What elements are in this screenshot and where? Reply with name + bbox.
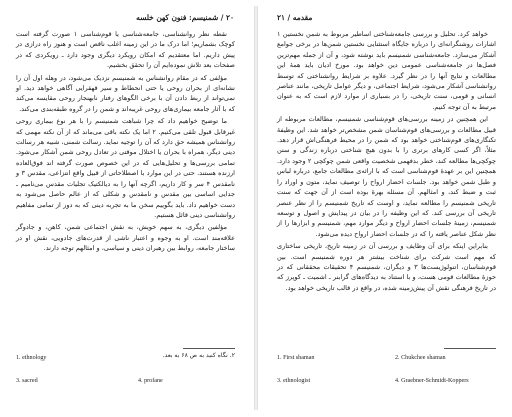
right-paragraph: خواهد کرد. تحلیل و بررسی جامعه‌شناختی اساطیر مربوط به شمن نخستین ۱ اشارات روشنگرانه‌ای را درباره جایگاه استثنایی نخستین شمن‌ها در برخی جوامع آشکار می‌سازد. جامعه‌شناسی شمنیسم باید نوشته شود، و آن از جمله مهم‌ترین فصل‌ها در جامعه‌شناسی عمومی دین خواهد بود. مورخ ادیان باید همهٔ این مطالعات و نتایج آنها را در نظر گیرد. علاوه بر شرایط روانشناختی که توسط روانشناسی آشکار می‌شود، شرایط اجتماعی، و دیگر عوامل تاریخی، مانند عناصر انسانی و قومی، سنت تاریخی، را در بسیاری از موارد لازم است که به عنوان مرتبط به آن توجه کنیم. bbox=[277, 30, 496, 111]
footnote: 1. First shaman bbox=[277, 355, 315, 361]
right-paragraph: بنابراین اینکه برای آن وظایف و بررسی آن در زمینه تاریخ، تاریخی ساختاری که مهم است شرکت برای شناخت بیشتر هر دوره شمنیسم است. بین قوم‌شناسان، اتنولوژیست‌ها ۳ و دیگران، شمنیسم ۴ تحقیقات محققانی که در حوزهٔ مطالعات قومی هست، و با استناد به دیدگاه‌های گرابنر ـ اشمیت ـ کوپرز که در تاریخ فرهنگی نقش آن پیش‌زمینه شده، در واقع در قالب تاریخی خواهد بود. bbox=[277, 242, 496, 292]
left-page bbox=[0, 0, 251, 417]
book-gutter bbox=[254, 6, 258, 410]
right-page bbox=[261, 0, 512, 417]
left-page-header: ۲۰ / شمنیسم: فنون کهن خلسه bbox=[136, 13, 234, 22]
left-page-body bbox=[16, 29, 235, 256]
footnote: 4. profane bbox=[138, 378, 163, 384]
left-paragraph: نقطه نظر روانشناسی، جامعه‌شناسی یا قوم‌شناسی ۱ صورت گرفته است کوچک بشماریم؛ اما درک ما در این زمینه اغلب ناقص است و هنوز راه درازی در پیش داریم. اما معتقدیم که امکان رویکرد دیگری وجود دارد ـ رویکردی که در صفحات بعد تلاش نموده‌ایم آن را تحقق بخشیم. bbox=[16, 30, 235, 70]
footnote: 1. ethnology bbox=[16, 355, 47, 361]
footnote: 4. Graebner-Schmidt-Koppers bbox=[395, 378, 469, 384]
footnote: 3. ethnologist bbox=[277, 378, 311, 384]
footnote-persian: ۲. نگاه کنید به ص ۶۸ به بعد. bbox=[162, 352, 235, 359]
left-paragraph: ما توضیح خواهیم داد که چرا شباهت شمنیسم را با هر نوع بیماری روحی غیرقابل قبول تلقی می‌کنیم. ۲ اما یک نکته باقی می‌ماند که از آن نکته مهمی که روانشناس همیشه حق دارد که آن را توجیه نماید. رسالت شمنی، شبیه هر رسالت دینی دیگر، همراه با بحران یا اختلال موقتی در تعادل روحی شمن آشکار می‌شود. تمامی بررسی‌ها و تحلیل‌هایی که در این خصوص صورت گرفته اند فوق‌العاده ارزنده هستند. حتی در این موارد با اصطلاحاتی از قبیل واقع انتزاعی، مقدس ۳ و نامقدس ۴ سر و کار داریم، اگرچه آنها را به دیالکتیک تجلیات مقدس می‌نامیم ـ جدایی اساسی بین مقدس و نامقدس و شکلی که از عالم حاصل می‌شود به دست خواهیم داد. باید بگوییم سخن ما به تجربه دینی که به دور از تمامی مفاهیم روانشناسی دینی قائل هستیم. bbox=[16, 117, 236, 219]
footnote-divider bbox=[444, 348, 496, 349]
right-footnotes bbox=[277, 352, 499, 392]
right-page-body bbox=[277, 29, 496, 295]
footnote-divider bbox=[183, 348, 235, 349]
right-paragraph: این همچنین در زمینه بررسی‌های قوم‌شناسی شمنیسم، مطالعات مربوطه از قبیل مطالعات و بررسی‌های قوم‌شناسان شمن مشخص‌تر خواهد شد. این وظیفهٔ تکنگاری‌های قوم‌شناختی خواهد بود که شمن را در محیط فرهنگی‌اش قرار دهد. مثلاً، اگر کسی کارهای برتری را با بدون هیچ شناختی درباره زندگی و سنن چوکچی‌ها مطالعه کند، خطر بدفهمی شخصیت واقعی شمن چوکچی ۲ وجود دارد. همچنین این بر عهدهٔ قوم‌شناسی است که با ارائه‌ی مطالعات جامع، درباره لباس و طبل شمن خواهد بود. جلسات احضار ارواح را توصیف نماید، متون و اوراد را ثبت و ضبط کند، و امثالهم. آن مسئله بهرهٔ بوده است از آن جهت که سنت تاریخی شمنیسم را مطالعه نماید، و اوست که تاریخ شمنیسم را از نظر عنصر تاریخی آن بررسی کند. که این وظیفه را در بیان در پیدایش و اصول و توسعه شمنیسم، زمینهٔ جلسات احضار ارواح و دیگر موارد مهم، شمنیسم و ابزارها را از نظر شکل عناصر یافته را که در جلسات احضار ارواح دیده می‌شود. bbox=[277, 115, 496, 238]
footnote: 2. Chukchee shaman bbox=[395, 355, 446, 361]
left-paragraph: مؤلفین دیگری، به سهم خویش، به نقش اجتماعی شمن، کاهن، و جادوگر علاقه‌مند است. او به وجوه و اعتبار ناشی از قدرت‌های جادویی، نقش او در ساختار جامعه، روابط بین رهبران دینی و سیاسی، و امثالهم توجه دارند. bbox=[16, 223, 235, 253]
right-page-header: مقدمه / ۲۱ bbox=[277, 13, 313, 22]
left-paragraph: مؤلفی که در مقام روانشناس به شمنیسم نزدیک می‌شود، در وهله اول آن را نشانه‌ای از بحران روحی یا حتی انحطاط و سیر قهقرایی آگاهی خواهد دید. او نمی‌تواند از ربط دادن آن با برخی الگوهای رفتار نابهنجار روحی مقایسه می‌کند که با آثار جامعه بیماری‌های روحی غریبه‌اند و شمن را در گروه طبقه‌بندی می‌کند. bbox=[16, 73, 235, 113]
footnote: 3. sacred bbox=[16, 378, 38, 384]
